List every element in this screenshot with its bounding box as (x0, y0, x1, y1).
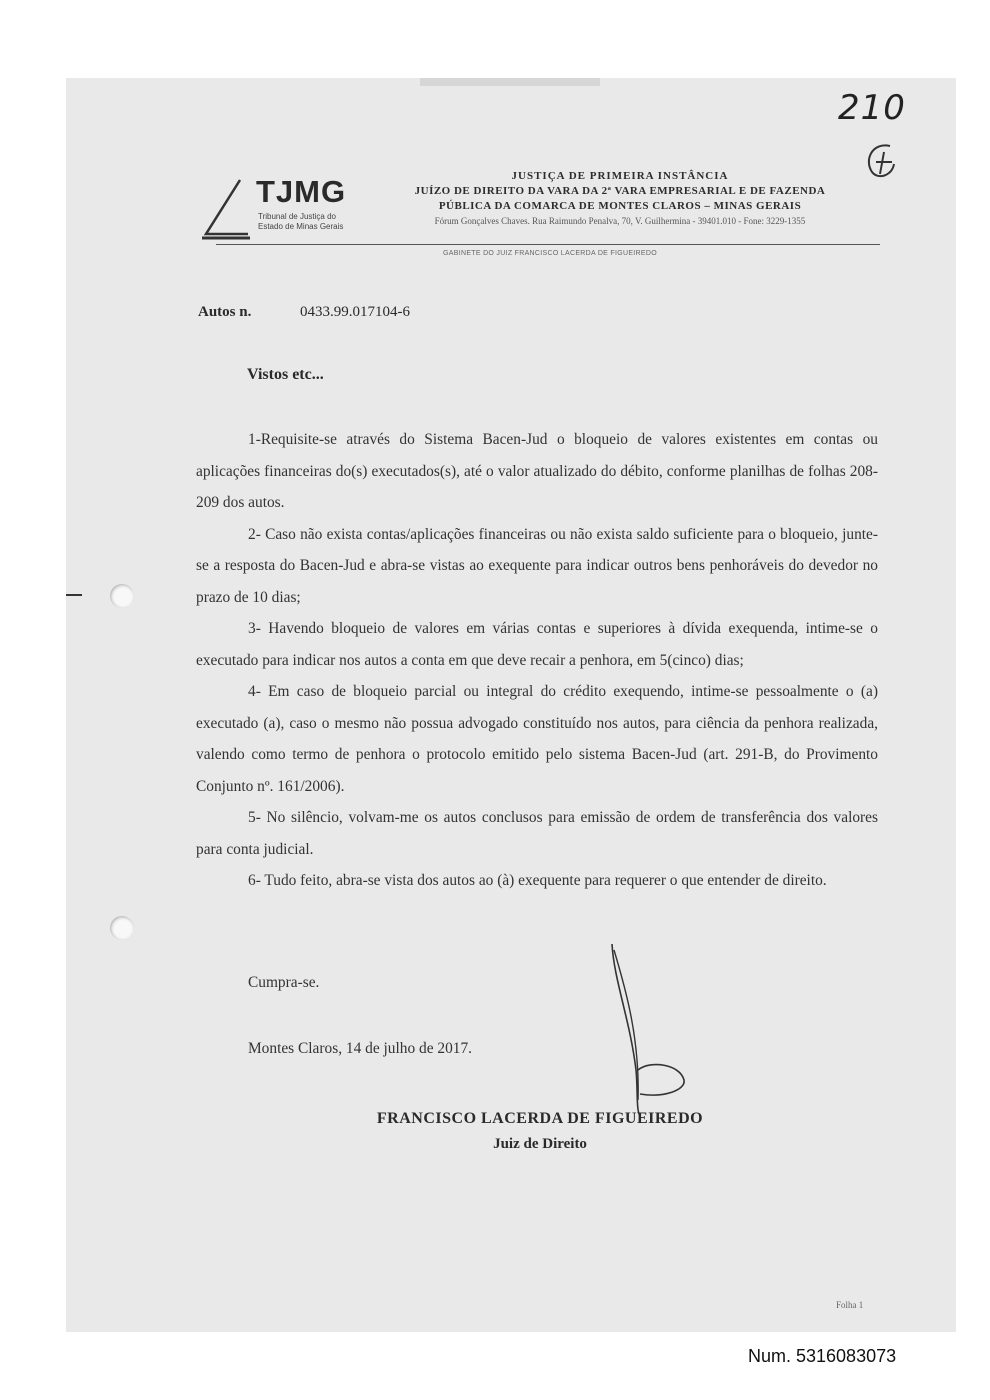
punch-hole (110, 916, 134, 940)
document-number: Num. 5316083073 (748, 1346, 897, 1366)
date-line: Montes Claros, 14 de julho de 2017. (248, 1040, 472, 1057)
page-footer: Folha 1 (836, 1300, 864, 1310)
paragraph: 5- No silêncio, volvam-me os autos conclusos para emissão de ordem de transferência dos valores para conta judicial. (196, 809, 878, 858)
paragraph: 1-Requisite-se através do Sistema Bacen-Jud o bloqueio de valores existentes em contas ou aplicações financeiras do(s) executados(s), até o valor atualizado do débito, conforme planilhas de folhas 208-209 dos autos. (196, 431, 878, 511)
vistos-heading: Vistos etc... (247, 366, 324, 383)
handwritten-page-number: 210 (838, 88, 906, 128)
margin-mark (66, 594, 82, 596)
scan-edge-mark (420, 78, 600, 86)
judge-name: FRANCISCO LACERDA DE FIGUEIREDO (376, 1110, 704, 1127)
logo-text: TJMG (256, 174, 347, 209)
signature-icon (600, 940, 710, 1120)
triangle-logo-icon (200, 178, 250, 240)
tjmg-logo (200, 170, 370, 250)
decision-body (196, 424, 878, 897)
case-number-label: Autos n. (198, 304, 252, 320)
paragraph: 4- Em caso de bloqueio parcial ou integral do crédito exequendo, intime-se pessoalmente o (a) executado (a), caso o mesmo não possua advogado constituído nos autos, para ciência da penhora realizada, valendo como termo de penhora o protocolo emitido pelo sistema Bacen-Jud (art. 291-B, do Provimento Conjunto nº. 161/2006). (196, 683, 878, 795)
logo-subtitle: Estado de Minas Gerais (258, 222, 344, 231)
judge-title: Juiz de Direito (493, 1136, 587, 1152)
paragraph: 3- Havendo bloqueio de valores em várias contas e superiores à dívida exequenda, intime-se o executado para indicar nos autos a conta em que deve recair a penhora, em 5(cinco) dias; (196, 620, 878, 669)
logo-subtitle: Tribunal de Justiça do (258, 212, 336, 221)
header-address: Fórum Gonçalves Chaves. Rua Raimundo Penalva, 70, V. Guilhermina - 39401.010 - Fone: 3229-1355 (434, 216, 806, 226)
header-divider (216, 244, 880, 245)
case-number (198, 304, 410, 321)
header-line: PÚBLICA DA COMARCA DE MONTES CLAROS – MINAS GERAIS (438, 200, 802, 212)
punch-hole (110, 584, 134, 608)
header-line: JUSTIÇA DE PRIMEIRA INSTÂNCIA (511, 170, 729, 182)
paragraph: 6- Tudo feito, abra-se vista dos autos ao (à) exequente para requerer o que entender de direito. (248, 872, 827, 889)
case-number-value: 0433.99.017104-6 (300, 304, 410, 320)
paragraph: 2- Caso não exista contas/aplicações financeiras ou não exista saldo suficiente para o bloqueio, junte-se a resposta do Bacen-Jud e abra-se vistas ao exequente para indicar outros bens penhoráveis do devedor no prazo de 10 dias; (196, 525, 878, 606)
gabinete-line: GABINETE DO JUIZ FRANCISCO LACERDA DE FIGUEIREDO (443, 250, 657, 257)
header-line: JUÍZO DE DIREITO DA VARA DA 2ª VARA EMPRESARIAL E DE FAZENDA (414, 185, 826, 197)
closing-text: Cumpra-se. (248, 974, 320, 991)
letterhead (360, 168, 880, 228)
